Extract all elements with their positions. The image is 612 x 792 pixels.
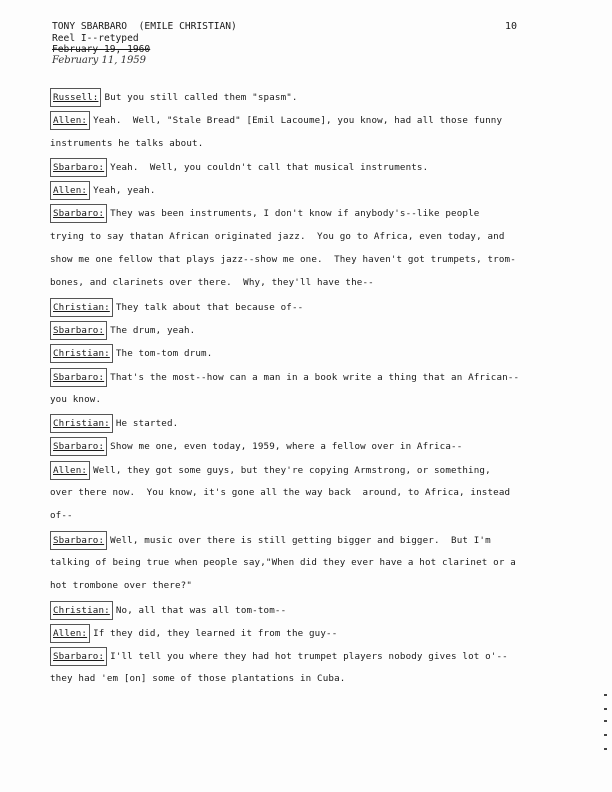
line-text: trying to say thatan African originated jazz. You go to Africa, even today, and (50, 230, 505, 242)
line-text: Yeah. Well, you couldn't call that musical instruments. (110, 161, 429, 173)
speaker-label: Sbarbaro: (50, 647, 107, 666)
transcript-line (50, 437, 520, 460)
line-text: they had 'em [on] some of those plantations in Cuba. (50, 673, 346, 685)
speaker-label: Allen: (50, 111, 90, 130)
transcript-line (50, 158, 520, 181)
transcript-line (50, 251, 520, 274)
line-text: That's the most--how can a man in a book write a thing that an African-- (110, 371, 520, 383)
header-reel: Reel I--retyped (52, 33, 139, 44)
transcript-line (50, 344, 520, 367)
line-text: over there now. You know, it's gone all the way back around, to Africa, instead (50, 487, 511, 499)
margin-mark (604, 748, 607, 750)
transcript-line (50, 88, 520, 111)
transcript-line (50, 554, 520, 577)
speaker-label: Sbarbaro: (50, 437, 107, 456)
transcript-line (50, 647, 520, 670)
transcript-line (50, 181, 520, 204)
speaker-label: Allen: (50, 181, 90, 200)
transcript-line (50, 368, 520, 391)
page-number: 10 (504, 21, 517, 32)
header-title: TONY SBARBARO (EMILE CHRISTIAN) (52, 21, 237, 32)
line-text: Yeah, yeah. (93, 185, 156, 197)
transcript-line (50, 321, 520, 344)
line-text: hot trombone over there?" (50, 580, 193, 592)
line-text: He started. (115, 418, 179, 430)
speaker-label: Sbarbaro: (50, 321, 107, 340)
transcript-line (50, 204, 520, 227)
transcript-line (50, 298, 520, 321)
line-text: instruments he talks about. (50, 137, 204, 149)
line-text: Well, they got some guys, but they're copying Armstrong, or something, (93, 464, 491, 476)
line-text: The tom-tom drum. (115, 348, 213, 360)
line-text: They was been instruments, I don't know if anybody's--like people (110, 208, 480, 220)
transcript-line (50, 484, 520, 507)
speaker-label: Russell: (50, 88, 101, 107)
line-text: No, all that was all tom-tom-- (115, 604, 287, 616)
transcript-body (50, 88, 520, 694)
line-text: talking of being true when people say,"When did they ever have a hot clarinet or a (50, 556, 516, 568)
transcript-line (50, 391, 520, 414)
speaker-label: Allen: (50, 461, 90, 480)
margin-mark (604, 720, 607, 722)
transcript-line (50, 531, 520, 554)
line-text: of-- (50, 510, 73, 522)
margin-mark (604, 708, 607, 710)
transcript-line (50, 507, 520, 530)
margin-mark (604, 694, 607, 696)
speaker-label: Sbarbaro: (50, 204, 107, 223)
speaker-label: Sbarbaro: (50, 531, 107, 550)
speaker-label: Christian: (50, 414, 113, 433)
header-date-struck: February 19, 1960 (52, 44, 151, 55)
speaker-label: Sbarbaro: (50, 158, 107, 177)
line-text: Yeah. Well, "Stale Bread" [Emil Lacoume], you know, had all those funny (93, 115, 503, 127)
header-date-handwritten: February 11, 1959 (52, 55, 147, 66)
speaker-label: Allen: (50, 624, 90, 643)
transcript-line (50, 135, 520, 158)
line-text: Well, music over there is still getting bigger and bigger. But I'm (110, 534, 491, 546)
line-text: I'll tell you where they had hot trumpet players nobody gives lot o'-- (110, 651, 508, 663)
line-text: show me one fellow that plays jazz--show me one. They haven't got trumpets, trom- (50, 254, 516, 266)
transcript-line (50, 228, 520, 251)
line-text: bones, and clarinets over there. Why, they'll have the-- (50, 277, 374, 289)
line-text: But you still called them "spasm". (104, 92, 298, 103)
transcript-line (50, 111, 520, 134)
line-text: you know. (50, 393, 102, 405)
speaker-label: Sbarbaro: (50, 368, 107, 387)
transcript-line (50, 577, 520, 600)
line-text: They talk about that because of-- (115, 301, 304, 313)
speaker-label: Christian: (50, 601, 113, 620)
speaker-label: Christian: (50, 344, 113, 363)
transcript-line (50, 670, 520, 693)
margin-marks (601, 690, 611, 770)
transcript-line (50, 624, 520, 647)
margin-mark (604, 734, 607, 736)
line-text: Show me one, even today, 1959, where a fellow over in Africa-- (110, 441, 463, 453)
transcript-line (50, 601, 520, 624)
transcript-line (50, 414, 520, 437)
transcript-line (50, 274, 520, 297)
line-text: The drum, yeah. (110, 324, 196, 336)
transcript-line (50, 461, 520, 484)
line-text: If they did, they learned it from the guy-- (93, 627, 338, 639)
speaker-label: Christian: (50, 298, 113, 317)
